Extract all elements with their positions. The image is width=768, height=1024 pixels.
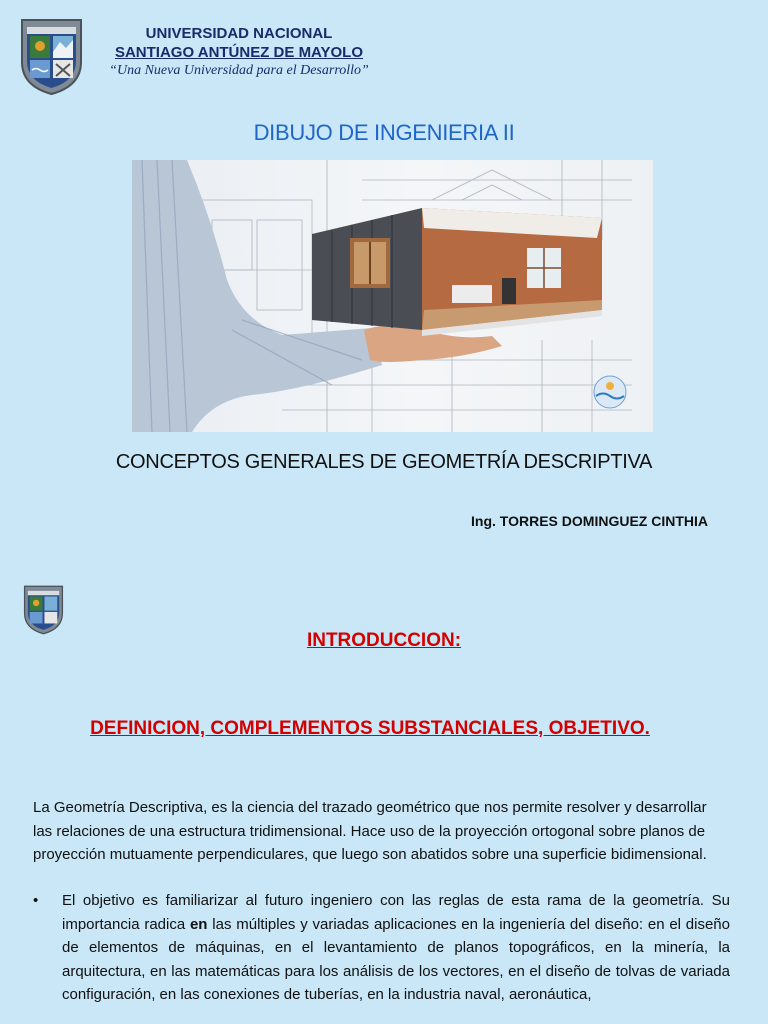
bullet-text-part1: El objetivo es familiarizar al futuro ingeniero con las reglas de esta rama de la geometría. Su importancia radica [62, 892, 730, 933]
university-name-line1: UNIVERSIDAD NACIONAL [145, 25, 333, 42]
intro-paragraph: La Geometría Descriptiva, es la ciencia del trazado geométrico que nos permite resolver y desarrollar las relaciones de una estructura tridimensional. Hace uso de la proyección ortogonal sobre planos de proyección mutuamente perpendiculares, que luego son abatidos sobre una superficie bidimensional. [33, 799, 707, 863]
hero-image-house-model [132, 160, 653, 432]
course-title: DIBUJO DE INGENIERIA II [253, 120, 515, 145]
university-motto: “Una Nueva Universidad para el Desarrollo” [109, 63, 369, 78]
definition-heading: DEFINICION, COMPLEMENTOS SUBSTANCIALES, OBJETIVO. [90, 718, 650, 739]
bullet-text-part2: las múltiples y variadas aplicaciones en la ingeniería del diseño: en el diseño de elementos de máquinas, en el levantamiento de planos topográficos, en la minería, la arquitectura, en las matemáticas para los análisis de los vectores, en el diseño de tolvas de variada configuración, en las conexiones de tuberías, en la industria naval, aeronáutica, [62, 915, 730, 1003]
presentation-subtitle: CONCEPTOS GENERALES DE GEOMETRÍA DESCRIPTIVA [115, 451, 653, 473]
objective-bullet-text [62, 889, 730, 1007]
university-name-line2: SANTIAGO ANTÚNEZ DE MAYOLO [114, 44, 364, 61]
university-shield-logo [20, 18, 83, 96]
author-name: Ing. TORRES DOMINGUEZ CINTHIA [471, 513, 708, 529]
university-shield-logo-small [23, 585, 64, 635]
university-header [94, 24, 384, 80]
introduction-heading: INTRODUCCION: [306, 630, 462, 651]
architecture-illustration [132, 160, 653, 432]
bullet-text-bold: en [189, 915, 208, 933]
bullet-icon: • [33, 892, 39, 909]
